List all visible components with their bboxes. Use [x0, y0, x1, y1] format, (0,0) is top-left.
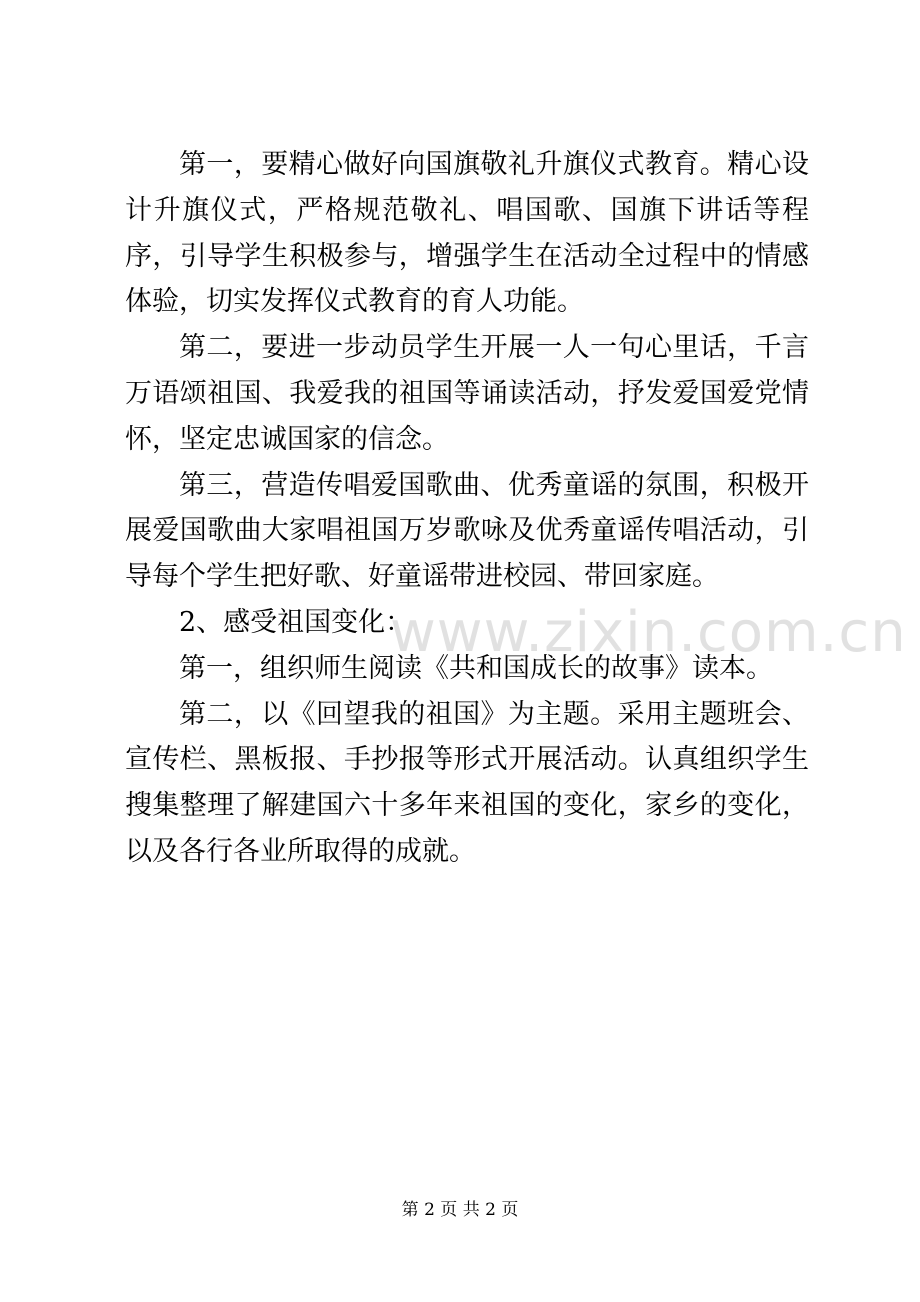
paragraph-2: 第二，要进一步动员学生开展一人一句心里话，千言万语颂祖国、我爱我的祖国等诵读活动，抒发爱国爱党情怀，坚定忠诚国家的信念。	[125, 332, 809, 455]
document-body	[125, 142, 809, 875]
paragraph-3: 第三，营造传唱爱国歌曲、优秀童谣的氛围，积极开展爱国歌曲大家唱祖国万岁歌咏及优秀童谣传唱活动，引导每个学生把好歌、好童谣带进校园、带回家庭。	[125, 469, 809, 593]
section-heading: 2、感受祖国变化：	[179, 606, 413, 638]
paragraph-5: 第二，以《回望我的祖国》为主题。采用主题班会、宣传栏、黑板报、手抄报等形式开展活动。认真组织学生搜集整理了解建国六十多年来祖国的变化，家乡的变化，以及各行各业所取得的成就。	[125, 698, 809, 867]
page-footer: 第 2 页 共 2 页	[401, 1200, 519, 1220]
watermark: www.zixin.com.cn	[390, 600, 907, 665]
paragraph-4: 第一，组织师生阅读《共和国成长的故事》读本。	[179, 652, 773, 684]
paragraph-1: 第一，要精心做好向国旗敬礼升旗仪式教育。精心设计升旗仪式，严格规范敬礼、唱国歌、国旗下讲话等程序，引导学生积极参与，增强学生在活动全过程中的情感体验，切实发挥仪式教育的育人功能。	[125, 149, 809, 318]
